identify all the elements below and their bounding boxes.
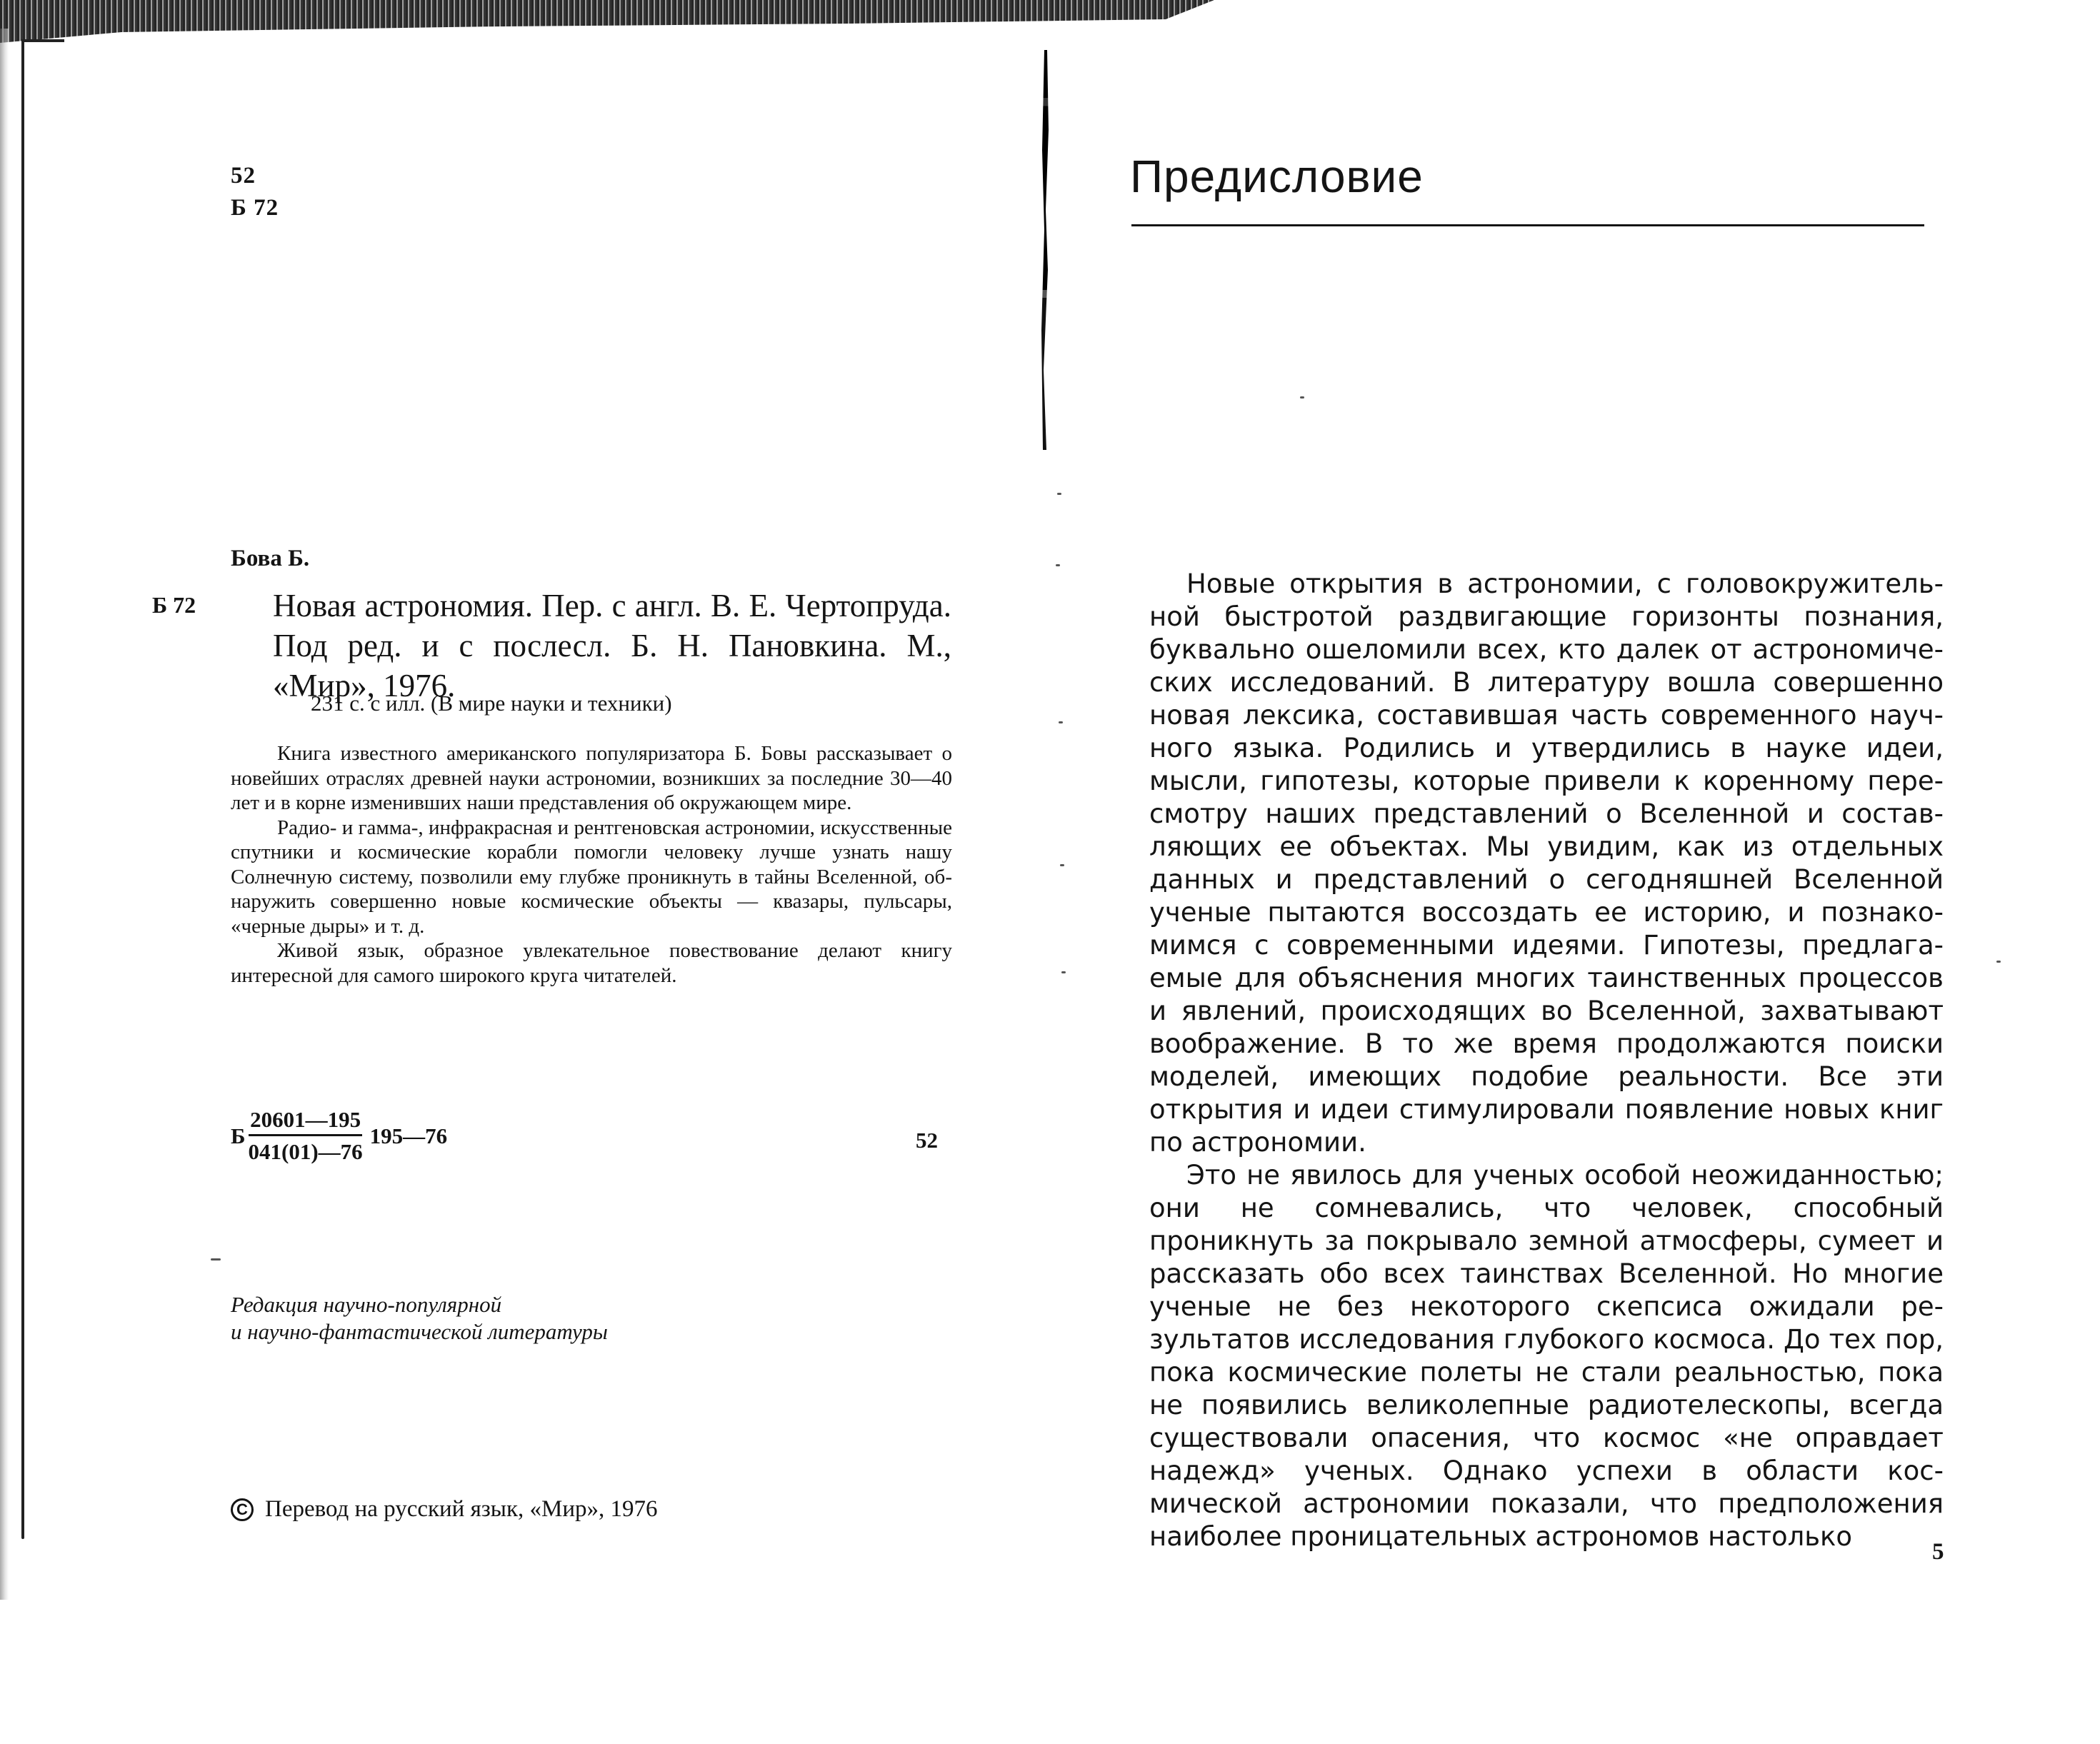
bbk-numerator: 20601—195 xyxy=(249,1107,362,1136)
copyright-icon: C xyxy=(231,1498,254,1521)
book-code: Б 72 xyxy=(152,592,196,618)
scan-speck xyxy=(1061,971,1066,973)
annotation-paragraph: Живой язык, образное увлекательное повествование делают книгу интересной для самого широкого круга читателей. xyxy=(231,939,952,987)
bbk-prefix: Б xyxy=(231,1123,246,1148)
bbk-suffix: 195—76 xyxy=(369,1123,448,1148)
scan-speck xyxy=(211,1258,221,1261)
shelf-code: Б 72 xyxy=(231,195,279,221)
body-paragraph: Это не явилось для ученых особой неожиданностью; они не сомневались, что человек, способный проникнуть за покрывало земной атмосферы, сумеет и рассказать обо всех таинствах Вселенной. Но многие ученые не без некоторого скепсиса ожидали результатов исследования глубокого космоса. До тех пор, пока космические полеты не стали реальностью, пока не появились великолепные радиотелескопы, всегда существовали опасения, что космос «не оправдает надежд» ученых. Однако успехи в области космической астрономии показали, что предположения наиболее проницательных астрономов настолько xyxy=(1149,1160,1944,1552)
bibliographic-citation: Новая астрономия. Пер. с англ. В. Е. Чертопруда. Под ред. и с послесл. Б. Н. Пановкина. М., «Мир», 1976. xyxy=(273,588,951,703)
copyright-text: Перевод на русский язык, «Мир», 1976 xyxy=(265,1496,658,1522)
scan-speck xyxy=(1059,721,1063,723)
page-border-line-top xyxy=(21,39,64,42)
bbk-right-code: 52 xyxy=(916,1128,938,1153)
scan-shadow xyxy=(0,29,9,1600)
department-line: и научно-фантастической литературы xyxy=(231,1319,608,1344)
copyright-notice xyxy=(231,1496,658,1523)
scan-speck xyxy=(1057,493,1061,495)
chapter-heading: Предисловие xyxy=(1130,151,1424,202)
book-annotation xyxy=(231,741,952,988)
author-name: Бова Б. xyxy=(231,546,310,571)
book-extent: 231 с. с илл. (В мире науки и техники) xyxy=(311,691,672,716)
bbk-index xyxy=(231,1107,447,1165)
department-line: Редакция научно-популярной xyxy=(231,1292,502,1317)
page-number: 5 xyxy=(1932,1539,1944,1565)
page-border-line xyxy=(21,39,24,1539)
udk-code: 52 xyxy=(231,163,256,189)
annotation-paragraph: Книга известного американского популяризатора Б. Бовы рассказывает о новейших отраслях древней науки астрономии, возникших за последние 30—40 лет и в корне изменивших наши представления об окружающем мире. xyxy=(231,742,952,814)
editorial-department xyxy=(231,1291,608,1345)
scan-speck xyxy=(1996,961,2001,963)
preface-body xyxy=(1149,568,1944,1553)
heading-underline xyxy=(1131,224,1924,226)
scan-speck xyxy=(1300,396,1304,399)
bbk-fraction xyxy=(249,1107,363,1165)
annotation-paragraph: Радио- и гамма-, инфракрасная и рентгеновская астрономии, искусственные спутники и космические корабли помогли человеку лучше узнать нашу Солнечную систему, позволили ему глубже проникнуть в тайны Вселенной, обнаружить совершенно новые космические объекты — квазары, пульсары, «черные дыры» и т. д. xyxy=(231,816,952,938)
book-spine-shadow xyxy=(1041,50,1049,450)
body-paragraph: Новые открытия в астрономии, с головокружительной быстротой раздвигающие горизонты познания, буквально ошеломили всех, кто далек от астрономических исследований. В литературу вошла совершенно новая лексика, составившая часть современного научного языка. Родились и утвердились в науке идеи, мысли, гипотезы, которые привели к коренному пересмотру наших представлений о Вселенной и составляющих ее объектах. Мы увидим, как из отдельных данных и представлений о сегодняшней Вселенной ученые пытаются воссоздать ее историю, и познакомимся с современными идеями. Гипотезы, предлагаемые для объяснения многих таинственных процессов и явлений, происходящих во Вселенной, захватывают воображение. В то же время продолжаются поиски моделей, имеющих подобие реальности. Все эти открытия и идеи стимулировали появление новых книг по астрономии. xyxy=(1149,568,1944,1158)
scan-speck xyxy=(1060,864,1064,866)
bbk-denominator: 041(01)—76 xyxy=(248,1139,363,1164)
scan-edge-artifact xyxy=(0,0,1214,43)
scan-speck xyxy=(1056,564,1060,566)
